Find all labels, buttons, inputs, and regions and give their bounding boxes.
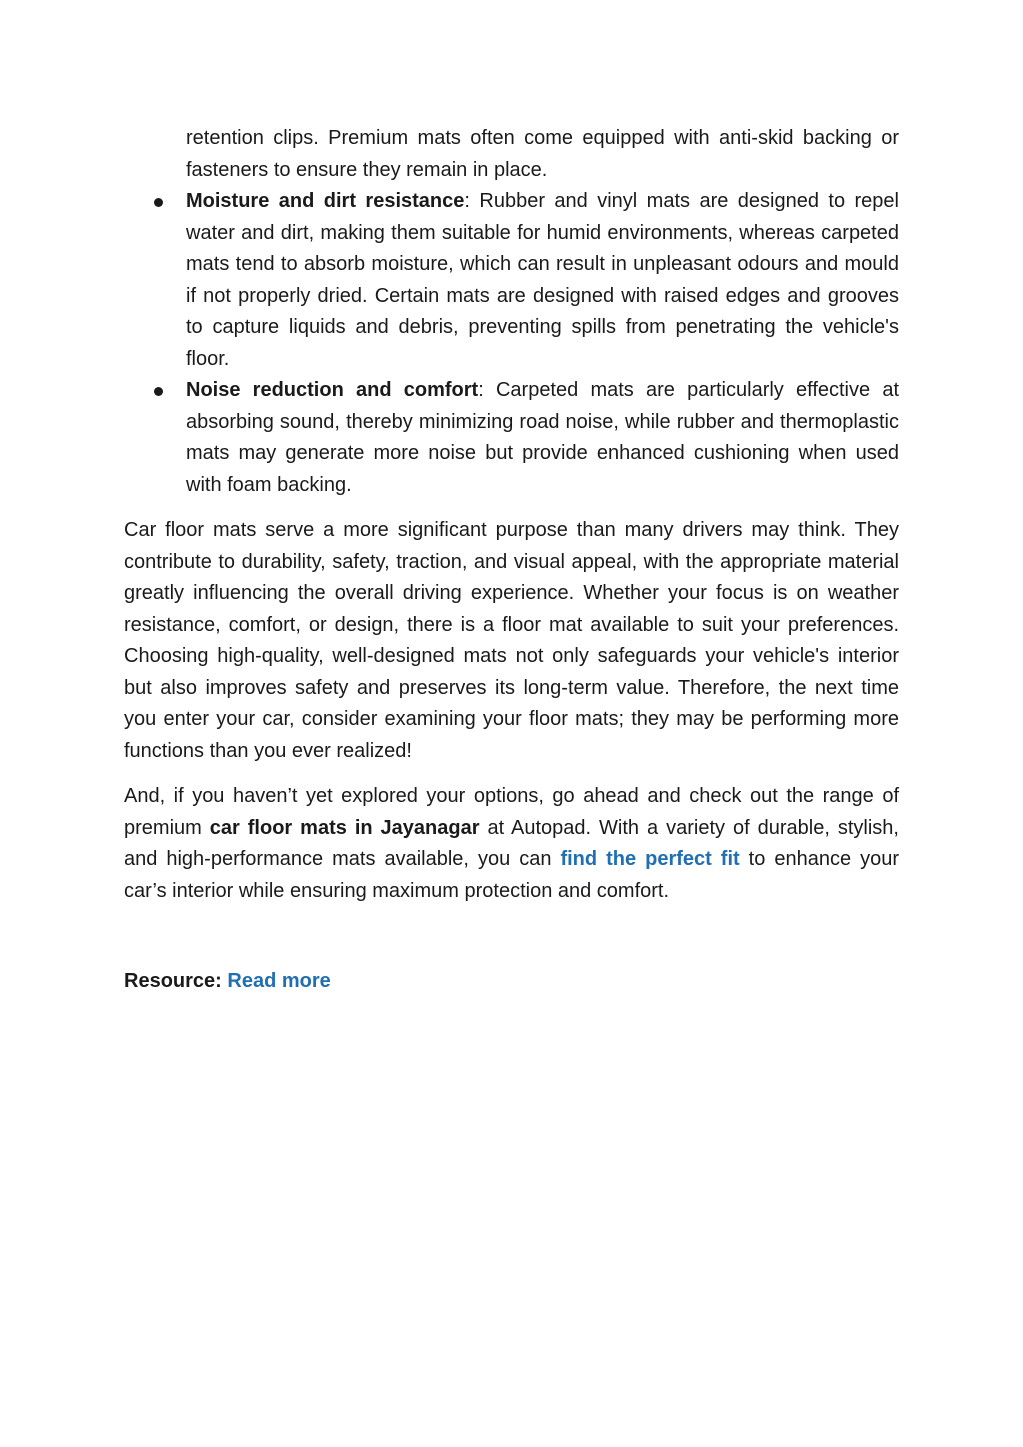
cta-paragraph (124, 781, 899, 907)
cta-text: And, if you haven’t yet explored your options, go ahead and check out the range of premium (124, 785, 899, 839)
list-item-title: Moisture and dirt resistance (186, 190, 465, 212)
list-item (124, 375, 899, 501)
find-fit-link[interactable]: find the perfect fit (560, 848, 740, 870)
read-more-link[interactable]: Read more (227, 970, 331, 992)
summary-paragraph: Car floor mats serve a more significant purpose than many drivers may think. They contribute to durability, safety, traction, and visual appeal, with the appropriate material greatly influencing the overall driving experience. Whether your focus is on weather resistance, comfort, or design, there is a floor mat available to suit your preferences. Choosing high-quality, well-designed mats not only safeguards your vehicle's interior but also improves safety and preserves its long-term value. Therefore, the next time you enter your car, consider examining your floor mats; they may be performing more functions than you ever realized! (124, 519, 899, 762)
list-item-title: Noise reduction and comfort (186, 379, 479, 401)
resource-line (124, 966, 899, 998)
resource-label: Resource: (124, 970, 222, 992)
list-item-text: : Rubber and vinyl mats are designed to repel water and dirt, making them suitable for humid environments, whereas carpeted mats tend to absorb moisture, which can result in unpleasant odours and mould if not properly dried. Certain mats are designed with raised edges and grooves to capture liquids and debris, preventing spills from penetrating the vehicle's floor. (186, 190, 899, 370)
document-body (124, 123, 899, 998)
bullet-icon (154, 387, 163, 396)
continuation-text: retention clips. Premium mats often come equipped with anti-skid backing or fasteners to ensure they remain in place. (186, 127, 899, 181)
cta-text: at Autopad. With a variety of durable, stylish, and high-performance mats available, you can (124, 816, 899, 870)
keyword-bold: car floor mats in Jayanagar (209, 816, 480, 839)
bullet-icon (154, 198, 163, 207)
bullet-list (124, 186, 899, 501)
list-item-text: : Carpeted mats are particularly effective at absorbing sound, thereby minimizing road noise, while rubber and thermoplastic mats may generate more noise but provide enhanced cushioning when used with foam backing. (186, 379, 900, 496)
list-item (124, 186, 899, 375)
cta-text: to enhance your car’s interior while ensuring maximum protection and comfort. (124, 848, 899, 902)
